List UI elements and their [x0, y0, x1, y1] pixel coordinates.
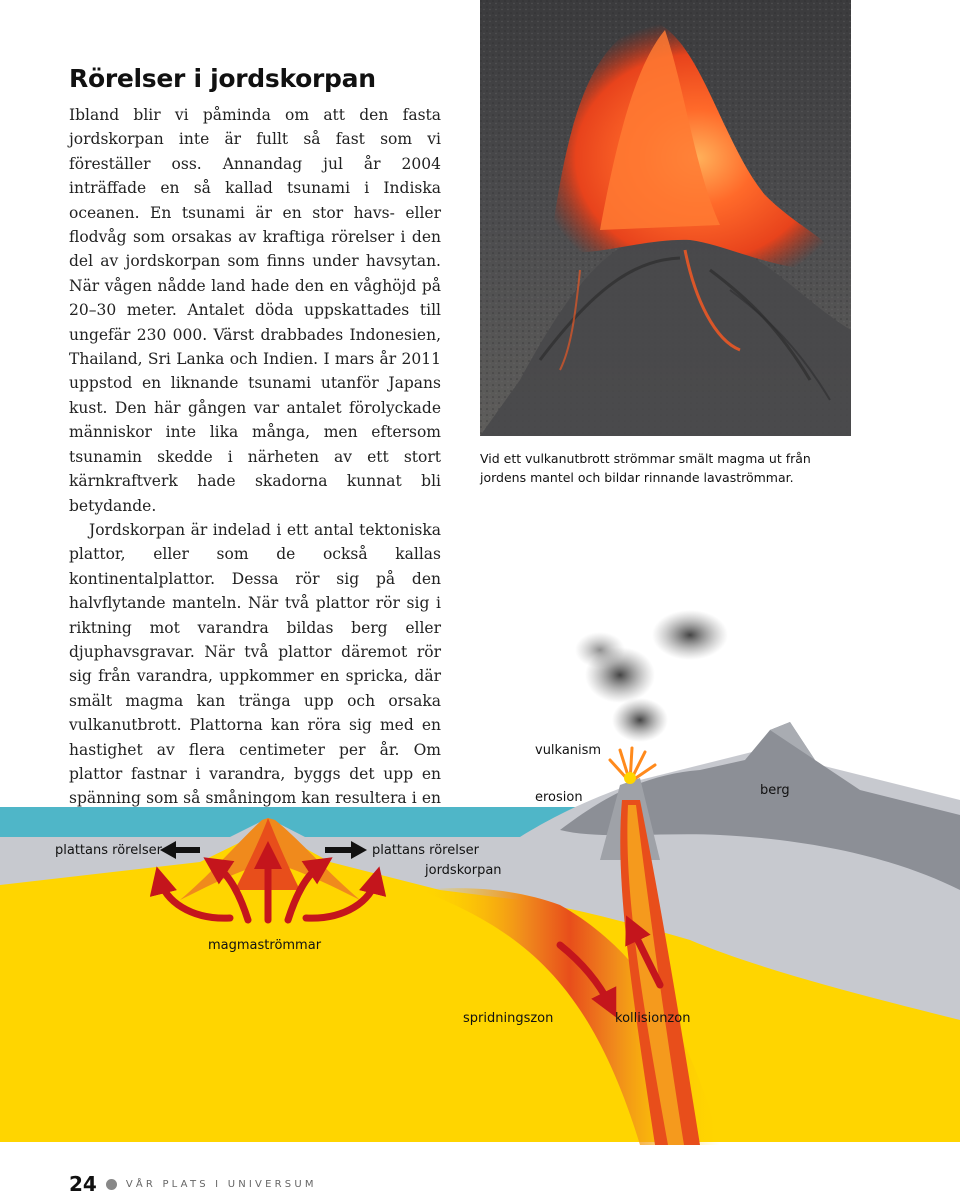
volcano-eruption-photo	[480, 0, 851, 436]
page-footer	[69, 1172, 317, 1196]
label-spridningszon: spridningszon	[463, 1011, 554, 1026]
photo-caption: Vid ett vulkanutbrott strömmar smält magma ut från jordens mantel och bildar rinnande lavaströmmar.	[480, 451, 811, 485]
label-erosion: erosion	[535, 790, 583, 805]
label-jordskorpan: jordskorpan	[425, 863, 502, 878]
paragraph-2: Jordskorpan är indelad i ett antal tektoniska plattor, eller som de också kallas kontinentalplattor. Dessa rör sig på den halvflytande manteln. När två plattor rör sig i riktning mot varandra bildas berg eller djuphavsgravar. När två plattor däremot rör sig från varandra, uppkommer en spricka, där smält magma kan tränga upp och orsaka vulkanutbrott. Plattorna kan röra sig med en hastighet av flera centimeter per år. Om plattor fastnar i varandra, byggs det upp en spänning som så småningom kan resultera i en	[69, 520, 441, 808]
label-kollisionzon: kollisionzon	[615, 1011, 691, 1026]
label-berg: berg	[760, 783, 790, 798]
separator-dot	[106, 1179, 117, 1190]
label-vulkanism: vulkanism	[535, 743, 602, 758]
paragraph-1: Ibland blir vi påminda om att den fasta jordskorpan inte är fullt så fast som vi föreställer oss. Annandag jul år 2004 inträffade en så kallad tsunami i Indiska oceanen. En tsunami är en stor havs- eller flodvåg som orsakas av kraftiga rörelser i den del av jordskorpan som finns under havsytan. När vågen nådde land hade den en våghöjd på 20–30 meter. Antalet döda uppskattades till ungefär 230 000. Värst drabbades Indonesien, Thailand, Sri Lanka och Indien. I mars år 2011 uppstod en liknande tsunami utanför Japans kust. Den här gången var antalet förolyckade människor inte lika många, men eftersom tsunamin skedde i närheten av ett stort kärnkraftverk hade skadorna kunnat bli betydande.	[69, 106, 441, 515]
label-plattans-rorelser-left: plattans rörelser	[55, 843, 162, 858]
label-magmastrommar: magmaströmmar	[208, 938, 322, 953]
label-plattans-rorelser-right: plattans rörelser	[372, 843, 479, 858]
smoke-cloud	[575, 610, 728, 742]
page-number: 24	[69, 1172, 97, 1196]
page-heading: Rörelser i jordskorpan	[69, 64, 376, 93]
book-title: VÅR PLATS I UNIVERSUM	[125, 1178, 317, 1190]
